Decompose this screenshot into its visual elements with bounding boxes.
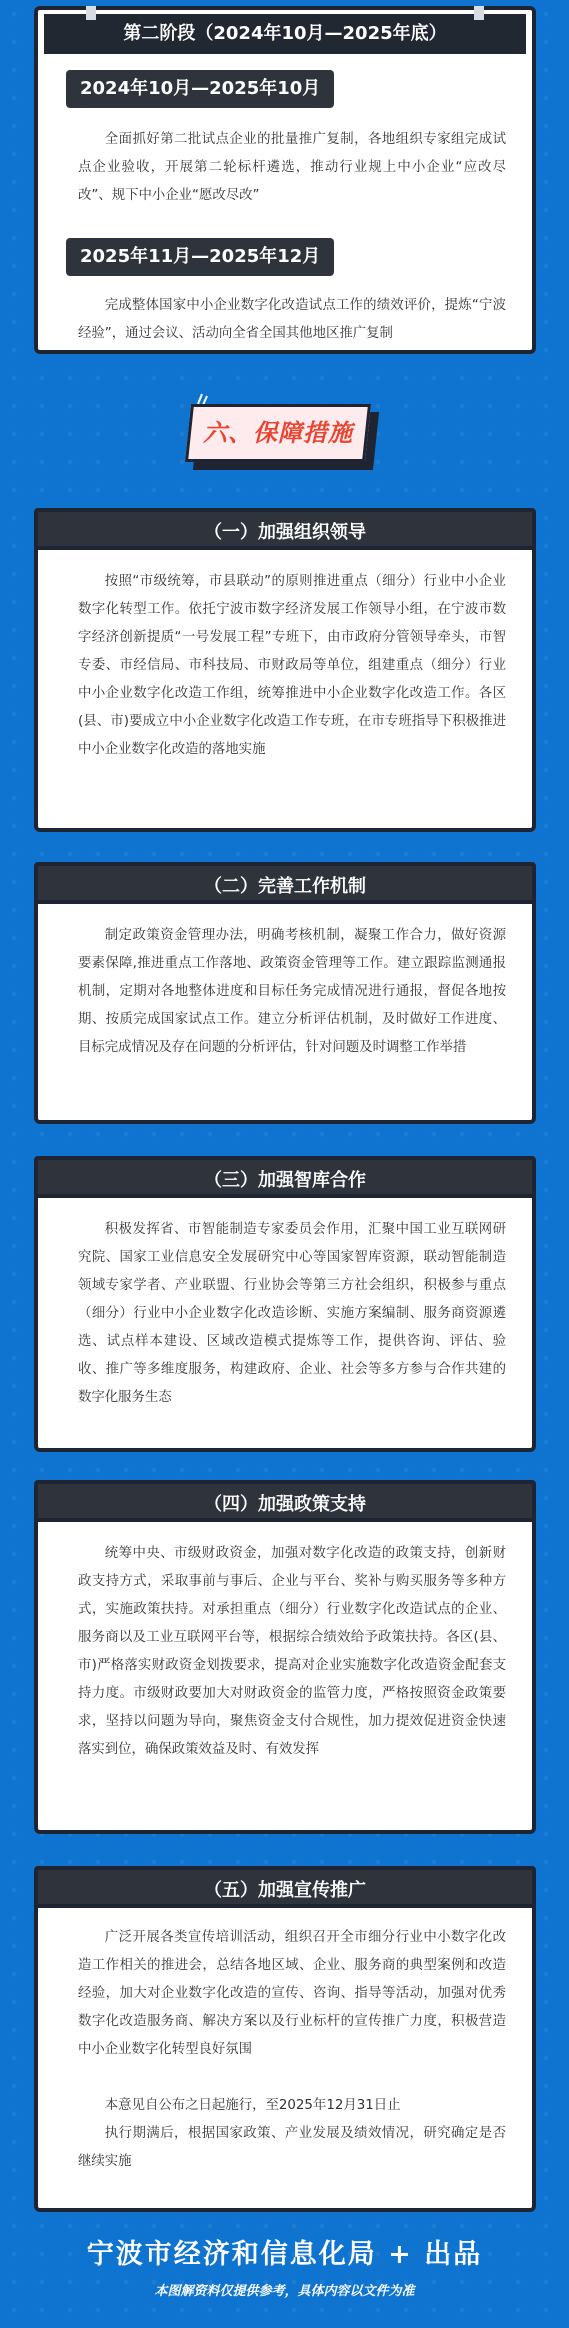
section-six-title: 六、保障措施 — [203, 419, 353, 447]
measure5-text-1: 广泛开展各类宣传培训活动，组织召开全市细分行业中小数字化改造工作相关的推进会，总结各地区域、企业、服务商的典型案例和改造经验，加大对企业数字化改造的宣传、咨询、指导等活动，加强对优秀数字化改造服务商、解决方案以及行业标杆的宣传推广力度，积极营造中小企业数字化转型良好氛围 — [78, 1930, 506, 2057]
measure5-heading: （五）加强宣传推广 — [204, 1880, 366, 1901]
measure2-banner — [34, 862, 536, 904]
period1-label: 2024年10月—2025年10月 — [66, 70, 334, 108]
measure1-banner — [34, 508, 536, 550]
measure1-text: 按照“市级统筹，市县联动”的原则推进重点（细分）行业中小企业数字化转型工作。依托宁波市数字经济发展工作领导小组，在宁波市数字经济创新提质“一号发展工程”专班下，由市政府分管领导牵头，市智专委、市经信局、市科技局、市财政局等单位，组建重点（细分）行业中小企业数字化改造工作组，统筹推进中小企业数字化改造工作。各区(县、市)要成立中小企业数字化改造工作专班，在市专班指导下积极推进中小企业数字化改造的落地实施 — [78, 574, 506, 757]
measure4-text: 统筹中央、市级财政资金，加强对数字化改造的政策支持，创新财政支持方式，采取事前与事后、企业与平台、奖补与购买服务等多种方式，实施政策扶持。对承担重点（细分）行业数字化改造试点的企业、服务商以及工业互联网平台等，根据综合绩效给予政策扶持。各区(县、市)严格落实财政资金划拨要求，提高对企业实施数字化改造资金配套支持力度。市级财政要加大对财政资金的监管力度，严格按照资金政策要求，坚持以问题为导向，聚焦资金支付合规性，加力提效促进资金快速落实到位，确保政策效益及时、有效发挥 — [78, 1546, 506, 1757]
phase2-banner — [44, 14, 526, 54]
measure2-heading: （二）完善工作机制 — [204, 876, 366, 897]
measure4-heading: （四）加强政策支持 — [204, 1494, 366, 1515]
measure4-banner — [34, 1480, 536, 1522]
banner-tab-right — [474, 6, 484, 20]
measure1-heading: （一）加强组织领导 — [204, 522, 366, 543]
measure3-text: 积极发挥省、市智能制造专家委员会作用，汇聚中国工业互联网研究院、国家工业信息安全发展研究中心等国家智库资源，联动智能制造领域专家学者、产业联盟、行业协会等第三方社会组织，积极参与重点（细分）行业中小企业数字化改造诊断、实施方案编制、服务商资源遴选、试点样本建设、区域改造模式提炼等工作，提供咨询、评估、验收、推广等多维度服务，构建政府、企业、社会等多方参与合作共建的数字化服务生态 — [78, 1222, 506, 1405]
footer-title: 宁波市经济和信息化局 + 出品 — [86, 2239, 483, 2270]
banner-tab-left — [86, 6, 96, 20]
period1-text: 全面抓好第二批试点企业的批量推广复制，各地组织专家组完成试点企业验收，开展第二轮标杆遴选，推动行业规上中小企业“应改尽改”、规下中小企业“愿改尽改” — [78, 132, 506, 203]
measure5-banner — [34, 1866, 536, 1908]
measure3-banner — [34, 1156, 536, 1198]
measure5-text-2: 本意见自公布之日起施行，至2025年12月31日止 — [104, 2098, 401, 2113]
period2-text: 完成整体国家中小企业数字化改造试点工作的绩效评价，提炼“宁波经验”，通过会议、活动向全省全国其他地区推广复制 — [78, 298, 506, 341]
period2-label: 2025年11月—2025年12月 — [66, 238, 334, 276]
section-six-badge — [188, 404, 384, 476]
measure3-heading: （三）加强智库合作 — [204, 1170, 366, 1191]
measure2-text: 制定政策资金管理办法，明确考核机制，凝聚工作合力，做好资源要素保障,推进重点工作落地、政策资金管理等工作。建立跟踪监测通报机制，定期对各地整体进度和目标任务完成情况进行通报，督促各地按期、按质完成国家试点工作。建立分析评估机制，及时做好工作进度、目标完成情况及存在问题的分析评估，针对问题及时调整工作举措 — [78, 928, 506, 1055]
footer-subtitle: 本图解资料仅提供参考，具体内容以文件为准 — [154, 2284, 415, 2299]
phase2-banner-text: 第二阶段（2024年10月—2025年底） — [123, 23, 447, 44]
measure5-text-3: 执行期满后，根据国家政策、产业发展及绩效情况，研究确定是否继续实施 — [78, 2126, 506, 2169]
